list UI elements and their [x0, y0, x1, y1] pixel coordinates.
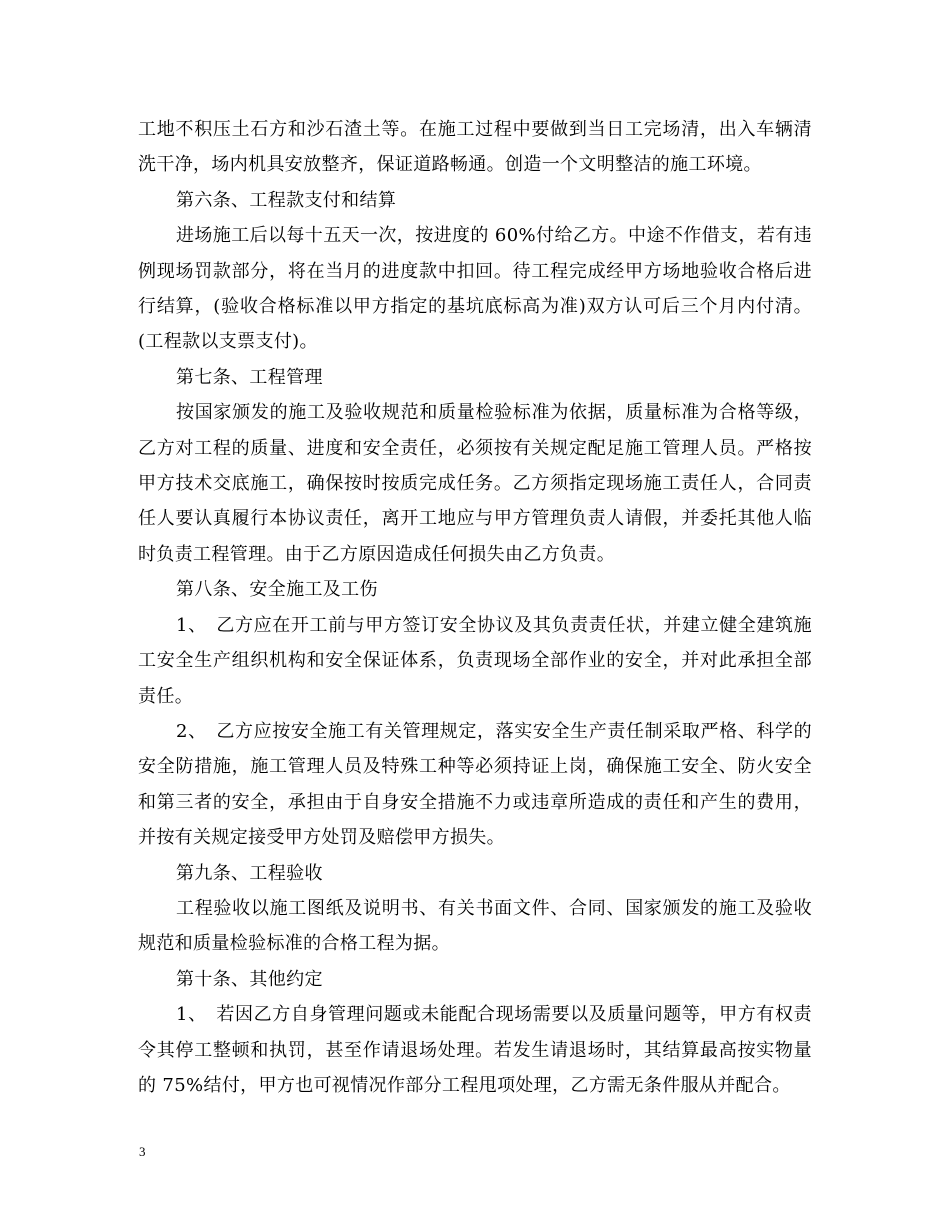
- section-heading-6: 第六条、工程款支付和结算: [176, 189, 397, 211]
- section-heading-8: 第八条、安全施工及工伤: [176, 579, 378, 601]
- paragraph-payment: 进场施工后以每十五天一次，按进度的 60%付给乙方。中途不作借支，若有违例现场罚款部分，将在当月的进度款中扣回。待工程完成经甲方场地验收合格后进行结算，(验收合格标准以甲方指定的基坑底标高为准)双方认可后三个月内付清。(工程款以支票支付)。: [138, 225, 812, 353]
- section-heading-9: 第九条、工程验收: [176, 862, 323, 884]
- paragraph-management: 按国家颁发的施工及验收规范和质量检验标准为依据，质量标准为合格等级，乙方对工程的质量、进度和安全责任，必须按有关规定配足施工管理人员。严格按甲方技术交底施工，确保按时按质完成任务。乙方须指定现场施工责任人，合同责任人要认真履行本协议责任，离开工地应与甲方管理负责人请假，并委托其他人临时负责工程管理。由于乙方原因造成任何损失由乙方负责。: [138, 402, 812, 565]
- section-heading-10: 第十条、其他约定: [176, 968, 323, 990]
- paragraph-other-1: 1、 若因乙方自身管理问题或未能配合现场需要以及质量问题等，甲方有权责令其停工整顿和执罚，甚至作请退场处理。若发生请退场时，其结算最高按实物量的 75%结付，甲方也可视情况作部分工程甩项处理，乙方需无条件服从并配合。: [138, 1004, 812, 1096]
- section-heading-7: 第七条、工程管理: [176, 366, 323, 388]
- paragraph-safety-1: 1、 乙方应在开工前与甲方签订安全协议及其负责责任状，并建立健全建筑施工安全生产组织机构和安全保证体系，负责现场全部作业的安全，并对此承担全部责任。: [138, 614, 812, 707]
- paragraph-continuation: 工地不积压土石方和沙石渣土等。在施工过程中要做到当日工完场清，出入车辆清洗干净，场内机具安放整齐，保证道路畅通。创造一个文明整洁的施工环境。: [138, 119, 812, 176]
- document-body: [138, 112, 812, 1103]
- page-number: 3: [139, 1144, 146, 1159]
- paragraph-acceptance: 工程验收以施工图纸及说明书、有关书面文件、合同、国家颁发的施工及验收规范和质量检验标准的合格工程为据。: [138, 897, 812, 955]
- paragraph-safety-2: 2、 乙方应按安全施工有关管理规定，落实安全生产责任制采取严格、科学的安全防措施，施工管理人员及特殊工种等必须持证上岗，确保施工安全、防火安全和第三者的安全，承担由于自身安全措施不力或违章所造成的责任和产生的费用，并按有关规定接受甲方处罚及赔偿甲方损失。: [138, 720, 812, 849]
